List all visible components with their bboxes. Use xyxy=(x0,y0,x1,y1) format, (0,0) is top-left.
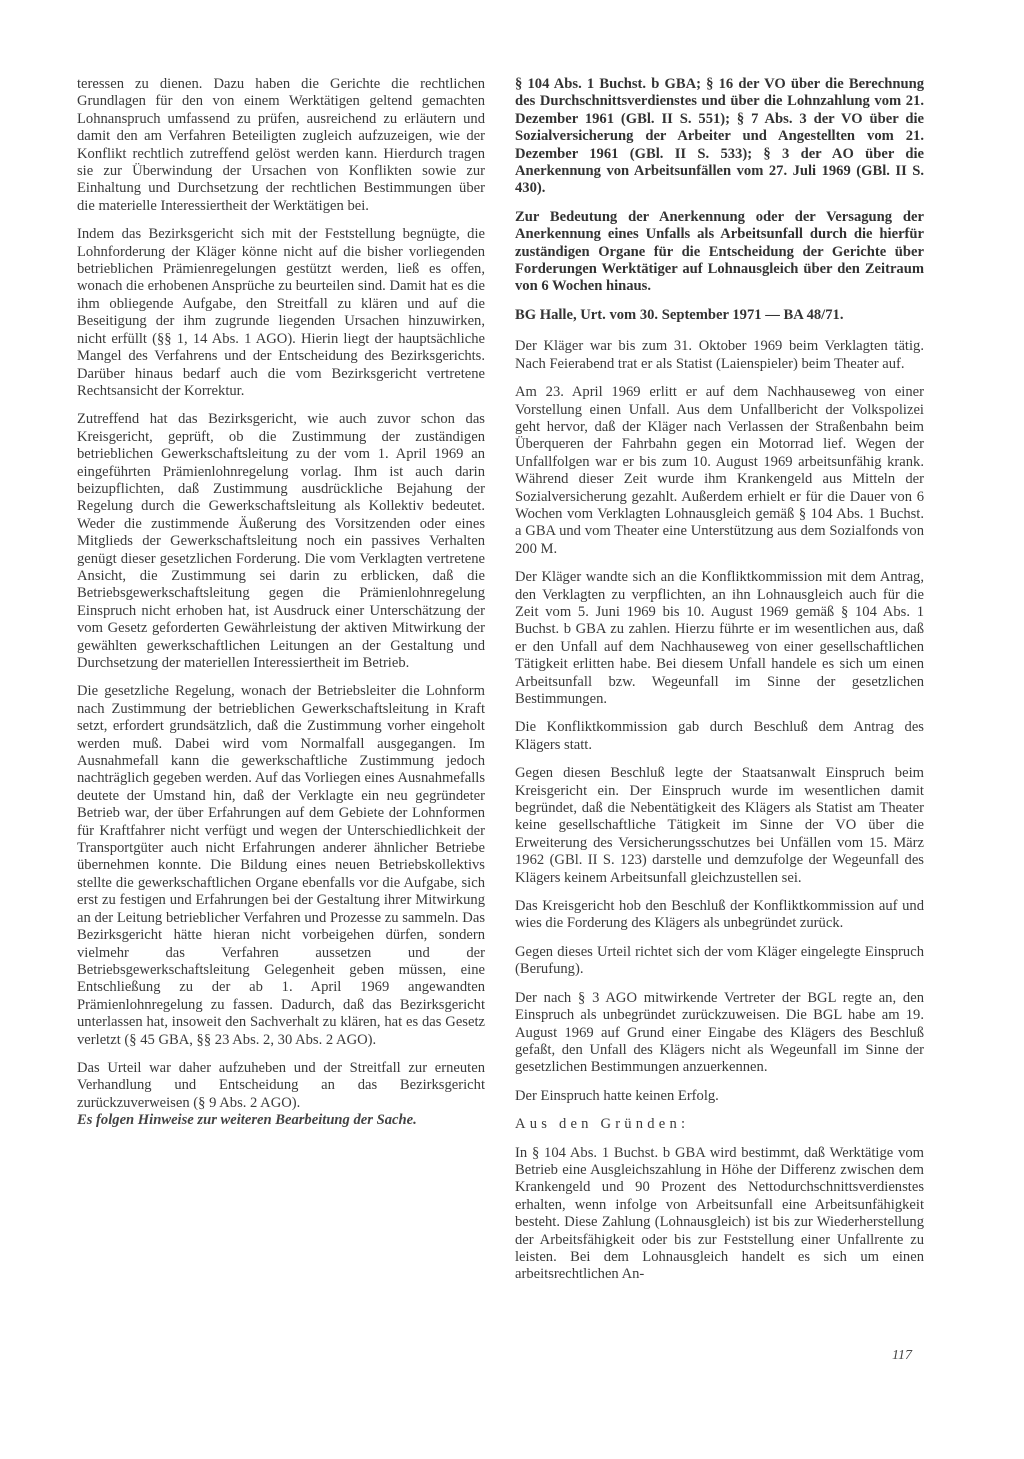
section-heading: Aus den Gründen: xyxy=(515,1116,690,1133)
paragraph: Die gesetzliche Regelung, wonach der Betriebsleiter die Lohnform nach Zustimmung der betrieblichen Gewerkschaftsleitung in Kraft setzt, erfordert grundsätzlich, daß die Zustimmung vorher eingeholt werden muß. Dabei wird vom Normalfall ausgegangen. Im Ausnahmefall kann die gewerkschaftliche Zustimmung jedoch nachträglich gegeben werden. Auf das Vorliegen eines Ausnahmefalls deutete der Umstand hin, daß der Verklagte ein neu gegründeter Betrieb war, der über Erfahrungen auf dem Gebiete der Lohnformen für Kraftfahrer nicht verfügt und wegen der Unterschiedlichkeit der Transportgüter auch nicht Erfahrungen anderer ähnlicher Betriebe übernehmen konnte. Die Bildung eines neuen Betriebskollektivs stellte die gewerkschaftlichen Organe ebenfalls vor die Aufgabe, sich erst zu festigen und Erfahrungen bei der Gestaltung ihrer Mitwirkung an der Leitung betrieblicher Verfahren und Prozesse zu sammeln. Das Bezirksgericht hätte hieran nicht vorbeigehen dürfen, sondern vielmehr das Verfahren aussetzen und der Betriebsgewerkschaftsleitung Gelegenheit geben müssen, eine Entschließung zu der ab 1. April 1969 angewandten Prämienlohnregelung zu fassen. Dadurch, daß das Bezirksgericht unterlassen hat, insoweit den Sachverhalt zu klären, hat es das Gesetz verletzt (§ 45 GBA, §§ 23 Abs. 2, 30 Abs. 2 AGO). xyxy=(77,683,485,1048)
paragraph: teressen zu dienen. Dazu haben die Gerichte die rechtlichen Grundlagen für den von einem Werktätigen geltend gemachten Lohnanspruch umfassend zu prüfen, ausreichend zu erläutern und damit den am Verfahren Beteiligten zugleich aufzuzeigen, wie der Konflikt rechtlich zutreffend gelöst werden kann. Hierdurch tragen sie zur Überwindung der Ursachen von Konflikten sowie zur Einhaltung und Durchsetzung der rechtlichen Bestimmungen über die materielle Interessiertheit der Werktätigen bei. xyxy=(77,76,485,214)
closing-note: Es folgen Hinweise zur weiteren Bearbeitung der Sache. xyxy=(77,1112,417,1129)
paragraph: Indem das Bezirksgericht sich mit der Feststellung begnügte, die Lohnforderung der Kläger könne nicht auf die bisher vorliegenden betrieblichen Prämienregelungen gestützt werden, ließ es offen, wonach die erhobenen Ansprüche zu beurteilen sind. Damit hat es die ihm obliegende Aufgabe, den Streitfall zu klären und auf die Beseitigung der ihm zugrunde liegenden Ursachen hinzuwirken, nicht erfüllt (§§ 1, 14 Abs. 1 AGO). Hierin liegt der hauptsächliche Mangel des Verfahrens und der Entscheidung des Bezirksgerichts. Darüber hinaus bedarf auch die vom Bezirksgericht vertretene Rechtsansicht der Korrektur. xyxy=(77,226,485,399)
page-number: 117 xyxy=(892,1348,912,1363)
paragraph: In § 104 Abs. 1 Buchst. b GBA wird bestimmt, daß Werktätige vom Betrieb eine Ausgleichszahlung in Höhe der Differenz zwischen dem Krankengeld und 90 Prozent des Nettodurchschnittsverdienstes erhalten, wenn infolge von Arbeitsunfall eine Arbeitsunfähigkeit besteht. Diese Zahlung (Lohnausgleich) ist bis zur Wiederherstellung der Arbeitsfähigkeit oder bis zur Feststellung einer Unfallrente zu leisten. Bei dem Lohnausgleich handelt es sich um einen arbeitsrechtlichen An- xyxy=(515,1144,924,1283)
paragraph: Zutreffend hat das Bezirksgericht, wie auch zuvor schon das Kreisgericht, geprüft, ob die Zustimmung der zuständigen betrieblichen Gewerkschaftsleitung zu der vom 1. April 1969 an eingeführten Prämienlohnregelung vorlag. Ihm ist auch darin beizupflichten, daß Zustimmung ausdrückliche Bejahung der Regelung durch die Gewerkschaftsleitung als Kollektiv bedeutet. Weder die zustimmende Äußerung des Vorsitzenden oder eines Mitglieds der Gewerkschaftsleitung noch ein passives Verhalten genügt dieser gesetzlichen Forderung. Die vom Verklagten vertretene Ansicht, die Zustimmung sei darin zu erblicken, daß die Betriebsgewerkschaftsleitung gegen die Prämienlohnregelung Einspruch nicht erhoben hat, ist Ausdruck einer Unterschätzung der vom Gesetz geforderten Gewährleistung der aktiven Mitwirkung der gewählten gewerkschaftlichen Leitungen an der Gestaltung und Durchsetzung der materiellen Interessiertheit im Betrieb. xyxy=(77,411,485,671)
paragraph: Das Urteil war daher aufzuheben und der Streitfall zur erneuten Verhandlung und Entscheidung an das Bezirksgericht zurückzuverweisen (§ 9 Abs. 2 AGO). xyxy=(77,1059,485,1111)
paragraph: Der nach § 3 AGO mitwirkende Vertreter der BGL regte an, den Einspruch als unbegründet zurückzuweisen. Die BGL habe am 19. August 1969 auf Grund einer Eingabe des Klägers des Beschluß gefaßt, den Unfall des Klägers nicht als Wegeunfall im Sinne der gesetzlichen Bestimmungen anzuerkennen. xyxy=(515,989,924,1076)
paragraph: Am 23. April 1969 erlitt er auf dem Nachhauseweg von einer Vorstellung einen Unfall. Aus dem Unfallbericht der Volkspolizei geht hervor, daß der Kläger nach Verlassen der Straßenbahn beim Überqueren der Fahrbahn gegen ein Motorrad lief. Wegen der Unfallfolgen war er bis zum 10. August 1969 arbeitsunfähig krank. Während dieser Zeit wurde ihm Krankengeld aus Mitteln der Sozialversicherung gezahlt. Außerdem erhielt er für die Dauer von 6 Wochen vom Verklagten Lohnausgleich gemäß § 104 Abs. 1 Buchst. a GBA und vom Theater eine Unterstützung aus dem Sozialfonds von 200 M. xyxy=(515,384,924,557)
paragraph: Gegen diesen Beschluß legte der Staatsanwalt Einspruch beim Kreisgericht ein. Der Einspruch wurde im wesentlichen damit begründet, daß die Nebentätigkeit des Klägers als Statist am Theater keine gesellschaftliche Tätigkeit im Sinne der VO über die Erweiterung des Versicherungsschutzes bei Unfällen vom 15. März 1962 (GBl. II S. 123) darstelle und demzufolge der Wegeunfall des Klägers keinem Arbeitsunfall gleichzustellen sei. xyxy=(515,765,924,886)
headnote: Zur Bedeutung der Anerkennung oder der Versagung der Anerkennung eines Unfalls als Arbeitsunfall durch die hierfür zuständigen Organe für die Entscheidung der Gerichte über Forderungen Werktätiger auf Lohnausgleich über den Zeitraum von 6 Wochen hinaus. xyxy=(515,208,924,295)
left-column xyxy=(77,76,485,1141)
paragraph: Der Kläger war bis zum 31. Oktober 1969 beim Verklagten tätig. Nach Feierabend trat er als Statist (Laienspieler) beim Theater auf. xyxy=(515,338,924,372)
paragraph: Der Einspruch hatte keinen Erfolg. xyxy=(515,1087,719,1104)
legal-citation: § 104 Abs. 1 Buchst. b GBA; § 16 der VO über die Berechnung des Durchschnittsverdienstes und über die Lohnzahlung vom 21. Dezember 1961 (GBl. II S. 551); § 7 Abs. 3 der VO über die Sozialversicherung der Arbeiter und Angestellten vom 21. Dezember 1961 (GBl. II S. 533); § 3 der AO über die Anerkennung von Arbeitsunfällen vom 27. Juli 1969 (GBl. II S. 430). xyxy=(515,76,924,197)
right-column xyxy=(515,76,924,1295)
paragraph: Gegen dieses Urteil richtet sich der vom Kläger eingelegte Einspruch (Berufung). xyxy=(515,943,924,978)
paragraph: Die Konfliktkommission gab durch Beschluß dem Antrag des Klägers statt. xyxy=(515,719,924,753)
paragraph: Das Kreisgericht hob den Beschluß der Konfliktkommission auf und wies die Forderung des Klägers als unbegründet zurück. xyxy=(515,898,924,932)
court-reference: BG Halle, Urt. vom 30. September 1971 — BA 48/71. xyxy=(515,306,844,323)
paragraph: Der Kläger wandte sich an die Konfliktkommission mit dem Antrag, den Verklagten zu verpflichten, an ihn Lohnausgleich auch für die Zeit vom 5. Juni 1969 bis 10. August 1969 gemäß § 104 Abs. 1 Buchst. b GBA zu zahlen. Hierzu führte er im wesentlichen aus, daß er den Unfall auf dem Nachhauseweg von einer gesellschaftlichen Tätigkeit erlitten habe. Bei diesem Unfall handele es sich um einen Arbeitsunfall bzw. Wegeunfall im Sinne der gesetzlichen Bestimmungen. xyxy=(515,569,924,707)
